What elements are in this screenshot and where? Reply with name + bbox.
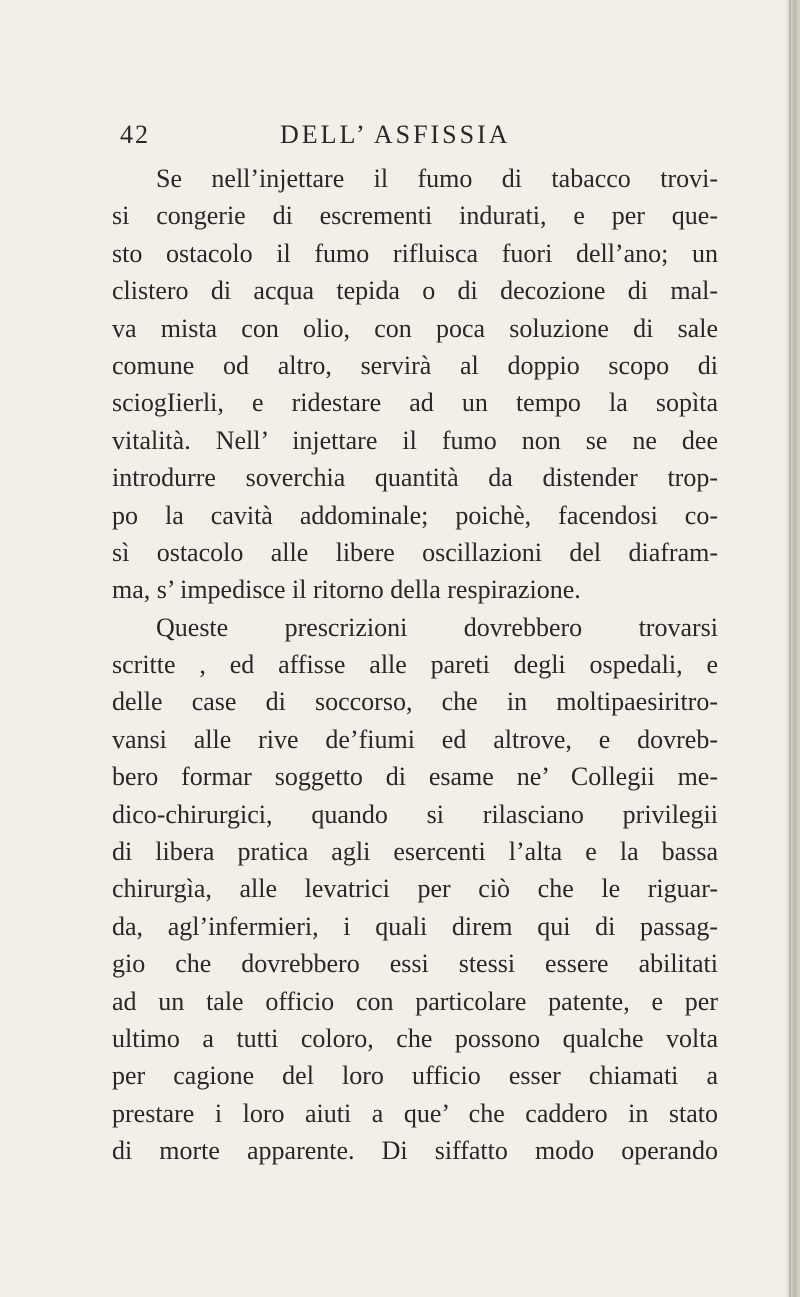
running-head — [120, 120, 680, 160]
text-line: introdurre soverchia quantità da distender trop- — [112, 463, 718, 493]
text-line: ultimo a tutti coloro, che possono qualche volta — [112, 1023, 718, 1053]
text-line: Se nell’injettare il fumo di tabacco trovi- — [156, 164, 718, 193]
text-line: di libera pratica agli esercenti l’alta e la bassa — [112, 837, 718, 867]
text-line: gio che dovrebbero essi stessi essere abilitati — [112, 949, 718, 979]
text-line: po la cavità addominale; poichè, facendosi co- — [112, 500, 718, 530]
text-line: comune od altro, servirà al doppio scopo di — [112, 350, 718, 380]
text-line: Queste prescrizioni dovrebbero trovarsi — [156, 612, 718, 642]
running-title: DELL’ ASFISSIA — [280, 120, 511, 149]
text-line: ma, s’ impedisce il ritorno della respirazione. — [112, 575, 581, 605]
text-line: per cagione del loro ufficio esser chiamati a — [112, 1061, 718, 1091]
text-line: di morte apparente. Di siffatto modo operando — [112, 1136, 718, 1166]
text-line: da, agl’infermieri, i quali direm qui di passag- — [112, 911, 718, 941]
page-edge — [786, 0, 800, 1297]
text-line: clistero di acqua tepida o di decozione di mal- — [112, 276, 718, 306]
text-line: chirurgìa, alle levatrici per ciò che le riguar- — [112, 874, 718, 904]
text-line: bero formar soggetto di esame ne’ Collegii me- — [112, 762, 718, 792]
body-text — [112, 160, 718, 1170]
text-line: scritte , ed affisse alle pareti degli ospedali, e — [112, 650, 718, 680]
text-line: delle case di soccorso, che in moltipaesiritro- — [112, 687, 718, 717]
page-number: 42 — [120, 120, 150, 149]
text-line: ad un tale officio con particolare patente, e per — [112, 986, 718, 1016]
text-line: sto ostacolo il fumo rifluisca fuori dell’ano; un — [112, 238, 718, 268]
text-line: va mista con olio, con poca soluzione di sale — [112, 313, 718, 343]
text-line: sciogIierli, e ridestare ad un tempo la sopìta — [112, 388, 718, 418]
text-line: vansi alle rive de’fiumi ed altrove, e dovreb- — [112, 724, 718, 754]
text-line: si congerie di escrementi indurati, e per que- — [112, 201, 718, 231]
text-line: vitalità. Nell’ injettare il fumo non se ne dee — [112, 425, 718, 455]
text-line: prestare i loro aiuti a que’ che caddero in stato — [112, 1098, 718, 1128]
text-line: dico-chirurgici, quando si rilasciano privilegii — [112, 799, 718, 829]
text-line: sì ostacolo alle libere oscillazioni del diafram- — [112, 537, 718, 567]
